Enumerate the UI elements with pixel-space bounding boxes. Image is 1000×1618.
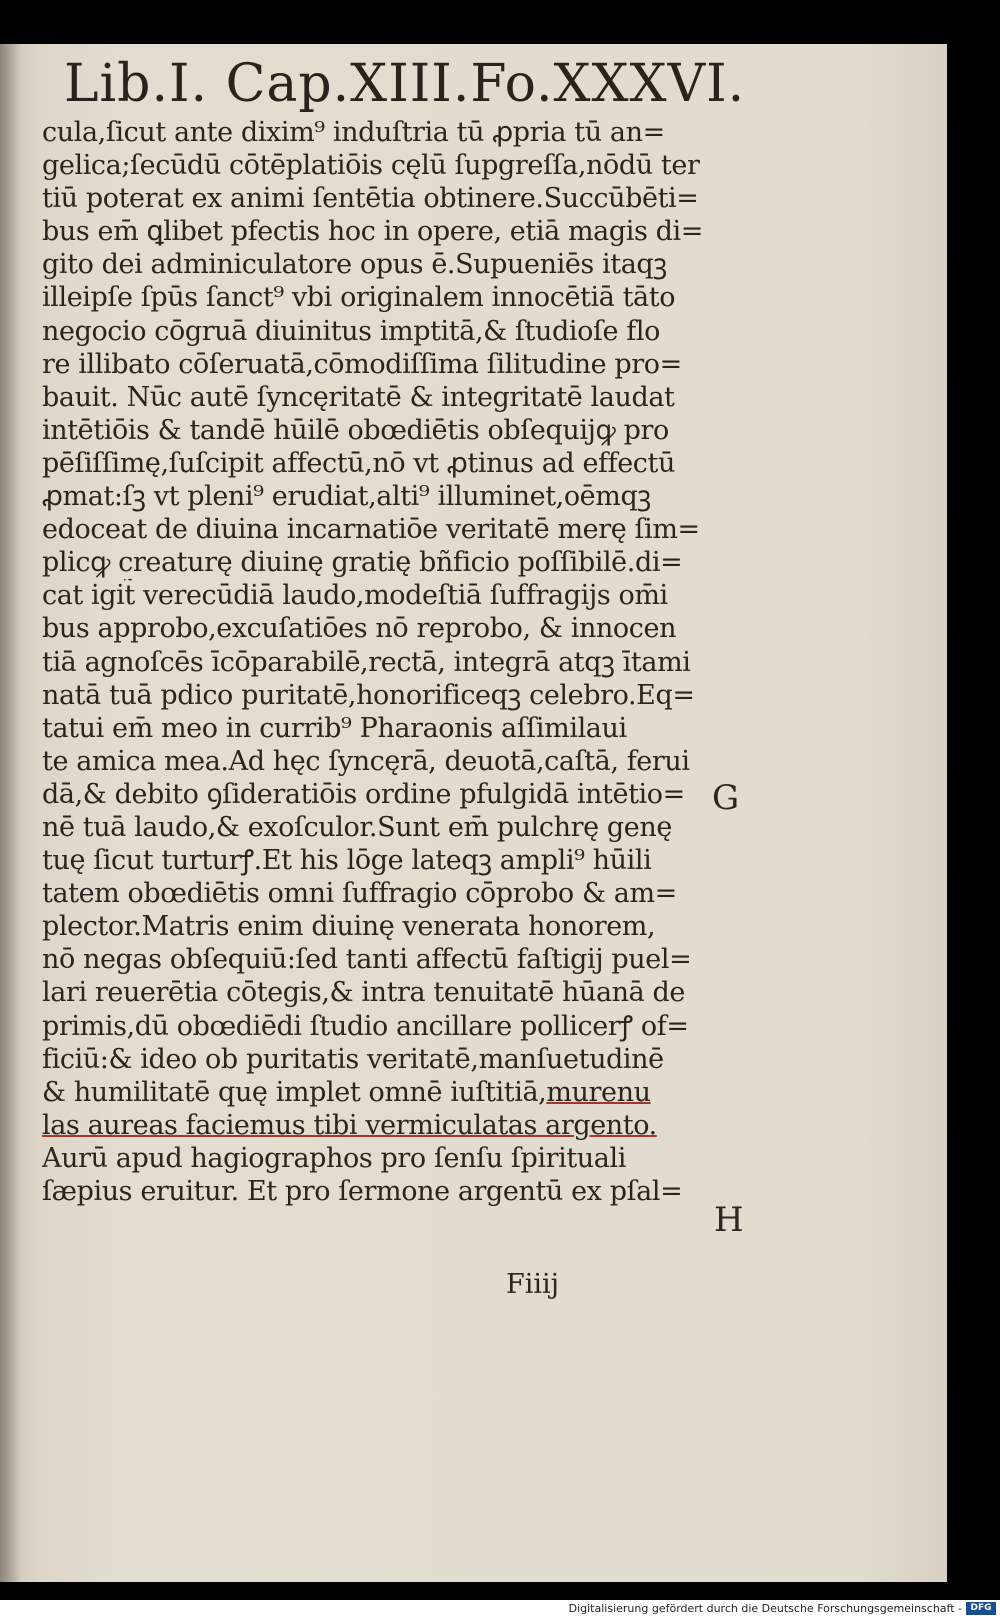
text-line [42, 612, 712, 645]
text-line [42, 910, 712, 943]
dfg-logo: DFG [966, 1602, 996, 1615]
signature-mark: Fiiij [506, 1269, 560, 1300]
text-block [42, 116, 712, 1208]
text-line [42, 745, 712, 778]
text-line [42, 976, 712, 1009]
text-line [42, 943, 712, 976]
text-line [42, 281, 712, 314]
text-line [42, 844, 712, 877]
text-line-content: intētiōis & tandē hūilē obœdiētis obſequijꝙ pro [42, 414, 669, 446]
text-line-content: lari reuerētia cōtegis,& intra tenuitatē hūanā de [42, 977, 686, 1009]
text-line [42, 414, 712, 447]
underlined-word: murenu [546, 1076, 651, 1108]
text-line [42, 877, 712, 910]
text-line [42, 480, 712, 513]
text-line-content: & humilitatē quę implet omnē iuſtitiā, [42, 1076, 547, 1108]
text-line-content: Aurū apud hagiographos pro ſenſu ſpirituali [42, 1142, 626, 1174]
text-line [42, 646, 712, 679]
text-line-content: tuę ſicut turturꝭ.Et his lōge lateqꝫ ampli⁹ hūili [42, 845, 652, 877]
text-line [42, 513, 712, 546]
text-line-content: tatui em̄ meo in currib⁹ Pharaonis aſſimilaui [42, 712, 627, 744]
text-line [42, 215, 712, 248]
text-line [42, 447, 712, 480]
text-line [42, 1043, 712, 1076]
text-line [42, 1109, 712, 1142]
text-line-content: cula,ſicut ante dixim⁹ induſtria tū ꝓpria tū an= [42, 117, 665, 148]
text-line-content: illeipſe ſpūs ſanct⁹ vbi originalem innocētiā tāto [42, 282, 676, 314]
text-line-content: dā,& debito ꝯſideratiōis ordine pfulgidā intētio= [42, 778, 685, 810]
text-line [42, 1010, 712, 1043]
gutter-shadow [0, 44, 22, 1582]
text-line [42, 348, 712, 381]
text-line-content: re illibato cōſeruatā,cōmodiſſima ſilitudine pro= [42, 348, 682, 380]
text-line-content: ſæpius eruitur. Et pro ſermone argentū ex pſal= [42, 1176, 683, 1207]
running-head: Lib.I. Cap.XIII.Fo.XXXVI. [64, 54, 746, 114]
text-line [42, 546, 712, 579]
text-line [42, 182, 712, 215]
text-line-content: natā tuā pdico puritatē,honorificeqꝫ celebro.Eq= [42, 679, 695, 711]
text-line [42, 315, 712, 348]
marginal-letter-h: H [714, 1200, 744, 1240]
text-line-content: pēſiſſimę,ſuſcipit affectū,nō vt ꝓtinus ad effectū [42, 447, 675, 479]
footer-credit: Digitalisierung gefördert durch die Deutsche Forschungsgemeinschaft - [568, 1602, 962, 1615]
text-line [42, 778, 712, 811]
text-line [42, 116, 712, 149]
text-line-content: ficiū:& ideo ob puritatis veritatē,manſuetudinē [42, 1043, 664, 1075]
text-line-content: gelica;ſecūdū cōtēplatiōis cęlū ſupgreſſa,nōdū ter [42, 150, 700, 182]
text-line-content: tiā agnoſcēs īcōparabilē,rectā, integrā atqꝫ ītami [42, 646, 691, 678]
text-line-content: negocio cōgruā diuinitus imptitā,& ſtudioſe flo [42, 315, 660, 347]
text-line-content: plicꝙ creaturę diuinę gratię bñficio poſſibilē.di= [42, 547, 683, 579]
text-line [42, 381, 712, 414]
text-line [42, 248, 712, 281]
text-line-content: gito dei adminiculatore opus ē.Supueniēs itaqꝫ [42, 249, 667, 281]
text-line-content: plector.Matris enim diuinę venerata honorem, [42, 911, 656, 943]
text-line-content: te amica mea.Ad hęc ſyncęrā, deuotā,caſtā, ferui [42, 745, 690, 777]
text-line-content: edoceat de diuina incarnatiōe veritatē merę ſim= [42, 514, 700, 546]
text-line-content: primis,dū obœdiēdi ſtudio ancillare pollicerꝭ of= [42, 1010, 689, 1042]
text-line-content: nē tuā laudo,& exoſculor.Sunt em̄ pulchrę genę [42, 811, 672, 843]
text-line-content: tiū poterat ex animi ſentētia obtinere.Succūbēti= [42, 183, 699, 215]
marginal-letter-g: G [712, 778, 740, 818]
text-line-content: nō negas obſequiū:ſed tanti affectū faſtigij puel= [42, 944, 692, 976]
text-line-content: bauit. Nūc autē ſyncęritatē & integritatē laudat [42, 381, 675, 413]
text-line [42, 149, 712, 182]
text-line-content: tatem obœdiētis omni ſuffragio cōprobo & am= [42, 878, 677, 910]
text-line-content: las aureas faciemus tibi vermiculatas argento. [42, 1109, 657, 1141]
text-line [42, 811, 712, 844]
text-line [42, 712, 712, 745]
text-line-content: cat igit̃ verecūdiā laudo,modeſtiā ſuffragijs om̄i [42, 580, 668, 612]
text-line-content: bus approbo,excuſatiōes nō reprobo, & innocen [42, 613, 677, 645]
text-line-content: bus em̄ ꝗlibet pfectis hoc in opere, etiā magis di= [42, 216, 703, 248]
text-line [42, 1076, 712, 1109]
text-line [42, 579, 712, 612]
text-line [42, 1142, 712, 1175]
text-line [42, 679, 712, 712]
text-line [42, 1175, 712, 1208]
text-line-content: ꝓmat:ſꝫ vt pleni⁹ erudiat,alti⁹ illuminet,oēmqꝫ [42, 481, 651, 513]
